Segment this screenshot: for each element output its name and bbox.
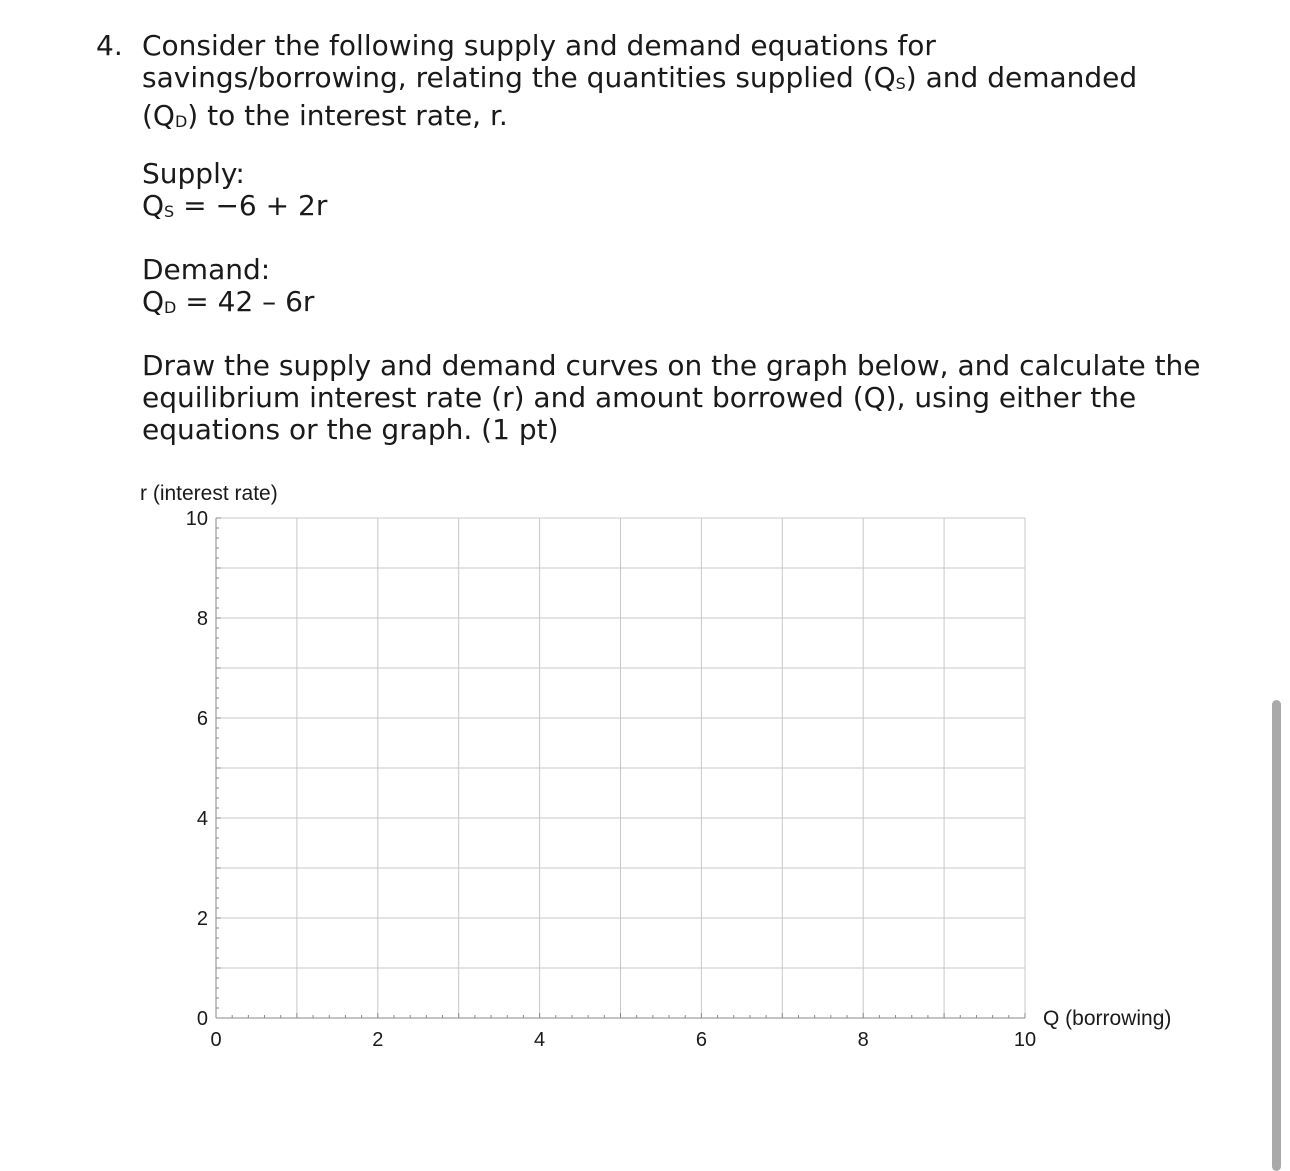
blank-graph <box>0 470 1290 1070</box>
supply-eq-sub: S <box>164 202 175 221</box>
x-tick-label: 6 <box>695 1029 707 1051</box>
y-tick-label: 6 <box>196 708 208 730</box>
y-tick-label: 4 <box>196 808 208 830</box>
x-tick-label: 8 <box>857 1029 869 1051</box>
intro-text-1: Consider the following supply and demand equations for savings/borrowing, relating the quantities supplied (Q <box>142 29 936 94</box>
scrollbar[interactable] <box>1272 700 1281 1171</box>
x-axis-title: Q (borrowing) <box>1043 1007 1172 1030</box>
supply-eq-rest: = −6 + 2r <box>174 189 328 222</box>
supply-block <box>142 158 327 228</box>
demand-label: Demand: <box>142 253 271 286</box>
demand-eq-var: Q <box>142 285 165 318</box>
supply-label: Supply: <box>142 157 245 190</box>
x-tick-label: 4 <box>534 1029 546 1051</box>
supply-equation <box>142 190 327 228</box>
demand-eq-rest: = 42 – 6r <box>176 285 315 318</box>
label-layer <box>140 482 1171 1051</box>
y-tick-label: 8 <box>196 608 208 630</box>
demand-eq-sub: D <box>164 298 177 317</box>
supply-eq-var: Q <box>142 189 165 222</box>
intro-text-3: ) to the interest rate, r. <box>187 99 508 132</box>
x-tick-label: 10 <box>1013 1029 1037 1051</box>
question-body <box>142 29 1202 446</box>
intro-subscript-s: S <box>895 74 906 93</box>
y-tick-label: 0 <box>196 1008 208 1030</box>
grid-layer <box>216 518 1025 1018</box>
y-axis-title: r (interest rate) <box>140 482 278 505</box>
y-tick-label: 10 <box>185 508 208 530</box>
intro-text-2: ) and demanded (Q <box>142 61 1138 132</box>
x-tick-label: 2 <box>372 1029 384 1051</box>
graph-svg <box>0 470 1290 1070</box>
demand-block <box>142 254 314 324</box>
demand-equation <box>142 286 314 324</box>
intro-subscript-d: D <box>174 112 188 131</box>
question-intro <box>142 30 1202 138</box>
question-number: 4. <box>96 29 123 62</box>
instruction-text: Draw the supply and demand curves on the graph below, and calculate the equilibrium interest rate (r) and amount borrowed (Q), using either the equations or the graph. (1 pt) <box>142 349 1201 446</box>
x-tick-label: 0 <box>210 1029 222 1051</box>
y-tick-label: 2 <box>196 908 208 930</box>
